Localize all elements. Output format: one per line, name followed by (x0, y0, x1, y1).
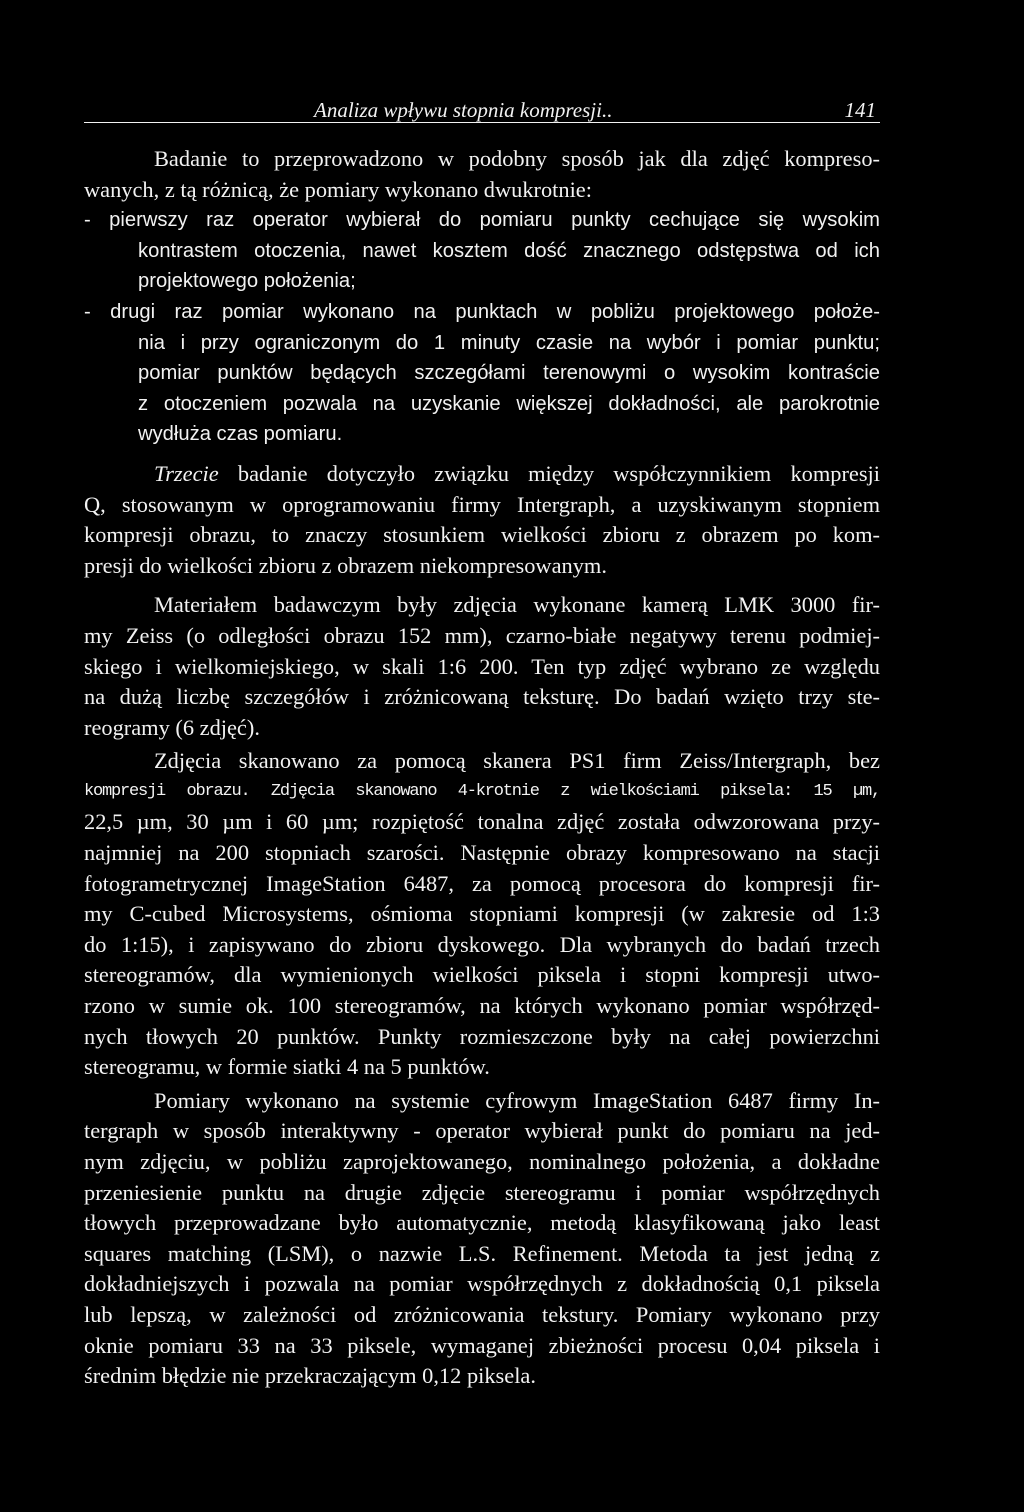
text-line: oknie pomiaru 33 na 33 piksele, wymaganej zbieżności procesu 0,04 piksela i (84, 1332, 880, 1358)
text-line: wanych, z tą różnicą, że pomiary wykonano dwukrotnie: (84, 176, 592, 202)
text-line: tergraph w sposób interaktywny - operator wybierał punkt do pomiaru na jed- (84, 1118, 880, 1144)
paragraph-measurements (84, 1086, 880, 1392)
list-item-line: pomiar punktów będących szczegółami terenowymi o wysokim kontraście (138, 362, 880, 385)
text-line: presji do wielkości zbioru z obrazem niekompresowanym. (84, 552, 607, 578)
text-line: średnim błędzie nie przekraczającym 0,12 piksela. (84, 1363, 536, 1389)
text-line: do 1:15), i zapisywano do zbioru dyskowego. Dla wybranych do badań trzech (84, 931, 880, 957)
text-line: przeniesienie punktu na drugie zdjęcie stereogramu i pomiar współrzędnych (84, 1179, 880, 1205)
paragraph-research-material (84, 590, 880, 743)
text-line (84, 459, 880, 490)
text-line: kompresji obrazu, to znaczy stosunkiem wielkości zbioru z obrazem po kom- (84, 522, 880, 548)
text-line: skiego i wielkomiejskiego, w skali 1:6 200. Ten typ zdjęć wybrano ze względu (84, 653, 880, 679)
text-line: reogramy (6 zdjęć). (84, 714, 260, 740)
text-line: nych tłowych 20 punktów. Punkty rozmieszczone były na całej powierzchni (84, 1023, 880, 1049)
text-line: rzono w sumie ok. 100 stereogramów, na których wykonano pomiar współrzęd- (84, 993, 880, 1019)
text-line: my Zeiss (o odległości obrazu 152 mm), czarno-białe negatywy terenu podmiej- (84, 622, 880, 648)
text-line: my C-cubed Microsystems, ośmioma stopniami kompresji (w zakresie od 1:3 (84, 901, 880, 927)
text-line: na dużą liczbę szczegółów i zróżnicowaną teksturę. Do badań wzięto trzy ste- (84, 684, 880, 710)
running-header (84, 98, 880, 123)
measurement-list (84, 205, 880, 450)
document-body (84, 144, 880, 1392)
list-item-line: kontrastem otoczenia, nawet kosztem dość znacznego odstępstwa od ich (138, 239, 880, 262)
paragraph-third-study (84, 459, 880, 581)
list-item-line: - pierwszy raz operator wybierał do pomiaru punkty cechujące się wysokim (84, 209, 880, 232)
paragraph-scanning (84, 746, 880, 1083)
text-line: Pomiary wykonano na systemie cyfrowym ImageStation 6487 firmy In- (154, 1087, 880, 1113)
text-line: dokładniejszych i pozwala na pomiar współrzędnych z dokładnością 0,1 piksela (84, 1271, 880, 1297)
list-item-line: wydłuża czas pomiaru. (138, 423, 343, 446)
list-item-line: - drugi raz pomiar wykonano na punktach w pobliżu projektowego położe- (84, 300, 880, 323)
text-line: Zdjęcia skanowano za pomocą skanera PS1 firm Zeiss/Intergraph, bez (154, 748, 880, 774)
text-line: kompresji obrazu. Zdjęcia skanowano 4-krotnie z wielkościami piksela: 15 µm, (84, 781, 880, 801)
text-line: fotogrametrycznej ImageStation 6487, za pomocą procesora do kompresji fir- (84, 870, 880, 896)
text-line: Q, stosowanym w oprogramowaniu firmy Intergraph, a uzyskiwanym stopniem (84, 491, 880, 517)
text-line: tłowych przeprowadzane było automatycznie, metodą klasyfikowaną jako least (84, 1210, 880, 1236)
list-item-line: projektowego położenia; (138, 270, 356, 293)
running-title: Analiza wpływu stopnia kompresji.. (314, 98, 613, 122)
text-line: stereogramu, w formie siatki 4 na 5 punktów. (84, 1054, 490, 1080)
text-line: najmniej na 200 stopniach szarości. Następnie obrazy kompresowano na stacji (84, 840, 880, 866)
text-line: nym zdjęciu, w pobliżu zaprojektowanego, nominalnego położenia, a dokładne (84, 1149, 880, 1174)
text-line: 22,5 µm, 30 µm i 60 µm; rozpiętość tonalna zdjęć została odwzorowana przy- (84, 809, 880, 835)
list-item-line: nia i przy ograniczonym do 1 minuty czasie na wybór i pomiar punktu; (138, 331, 880, 354)
text-line: stereogramów, dla wymienionych wielkości piksela i stopni kompresji utwo- (84, 962, 880, 988)
text-line: Badanie to przeprowadzono w podobny sposób jak dla zdjęć kompreso- (154, 146, 880, 171)
page-number: 141 (844, 98, 876, 122)
emphasis-trzecie: Trzecie (154, 460, 219, 486)
text-line: Materiałem badawczym były zdjęcia wykonane kamerą LMK 3000 fir- (154, 592, 880, 618)
text-line: squares matching (LSM), o nazwie L.S. Refinement. Metoda ta jest jedną z (84, 1240, 880, 1266)
paragraph-measurement-method (84, 144, 880, 205)
text-line: lub lepszą, w zależności od zróżnicowania tekstury. Pomiary wykonano przy (84, 1301, 880, 1327)
list-item-line: z otoczeniem pozwala na uzyskanie większej dokładności, ale parokrotnie (138, 392, 880, 415)
document-page (84, 98, 880, 1392)
text-span: badanie dotyczyło związku między współczynnikiem kompresji (218, 460, 880, 486)
